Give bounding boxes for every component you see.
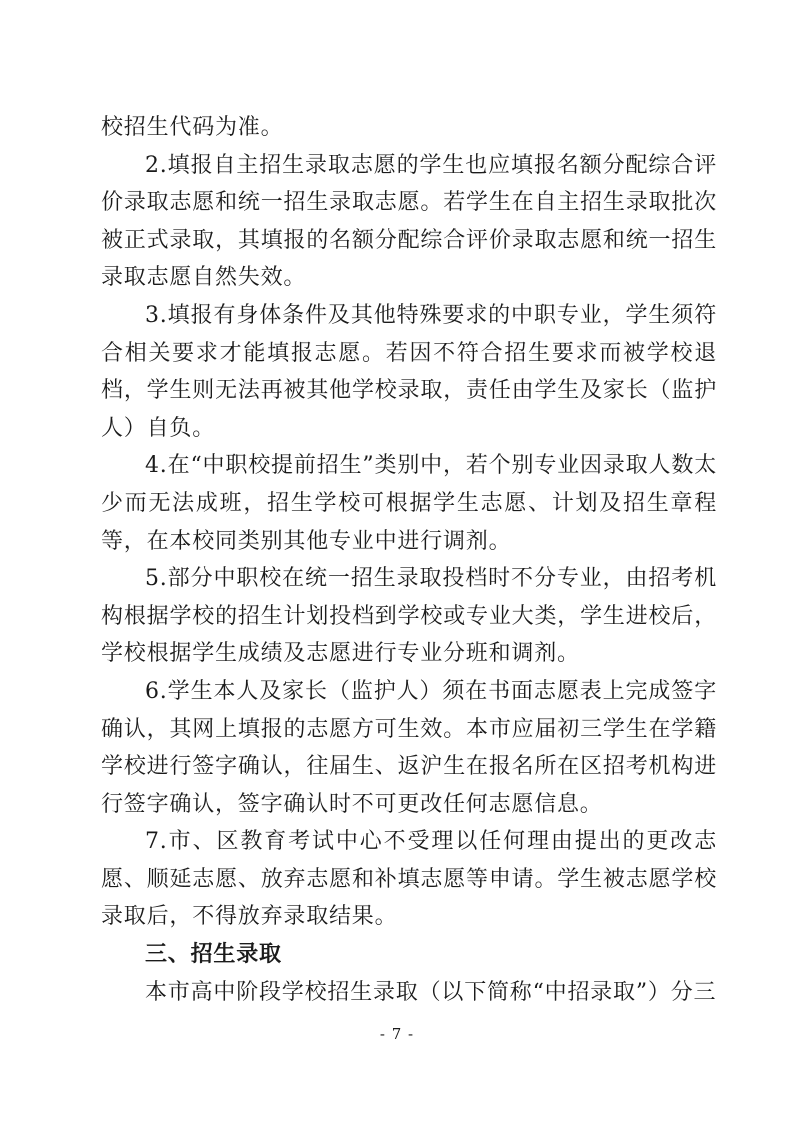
section-heading-enrollment: 三、招生录取 [145, 941, 282, 968]
body-paragraph-continuation: 校招生代码为准。 [101, 115, 284, 140]
document-body [101, 109, 717, 1011]
body-paragraph-3: 3.填报有身体条件及其他特殊要求的中职专业，学生须符合相关要求才能填报志愿。若因不符合招生要求而被学校退档，学生则无法再被其他学校录取，责任由学生及家长（监护人）自负。 [101, 302, 717, 441]
body-paragraph-6: 6.学生本人及家长（监护人）须在书面志愿表上完成签字确认，其网上填报的志愿方可生效。本市应届初三学生在学籍学校进行签字确认，往届生、返沪生在报名所在区招考机构进行签字确认，签字确认时不可更改任何志愿信息。 [101, 678, 717, 817]
body-paragraph-closing: 本市高中阶段学校招生录取（以下简称“中招录取”）分三 [145, 979, 717, 1005]
body-paragraph-2: 2.填报自主招生录取志愿的学生也应填报名额分配综合评价录取志愿和统一招生录取志愿。若学生在自主招生录取批次被正式录取，其填报的名额分配综合评价录取志愿和统一招生录取志愿自然失效。 [101, 152, 717, 291]
page-number: - 7 - [379, 1025, 415, 1043]
body-paragraph-7: 7.市、区教育考试中心不受理以任何理由提出的更改志愿、顺延志愿、放弃志愿和补填志愿等申请。学生被志愿学校录取后，不得放弃录取结果。 [101, 829, 717, 930]
body-paragraph-5: 5.部分中职校在统一招生录取投档时不分专业，由招考机构根据学校的招生计划投档到学校或专业大类，学生进校后，学校根据学生成绩及志愿进行专业分班和调剂。 [101, 566, 717, 667]
body-paragraph-4: 4.在“中职校提前招生”类别中，若个别专业因录取人数太少而无法成班，招生学校可根据学生志愿、计划及招生章程等，在本校同类别其他专业中进行调剂。 [101, 453, 717, 554]
